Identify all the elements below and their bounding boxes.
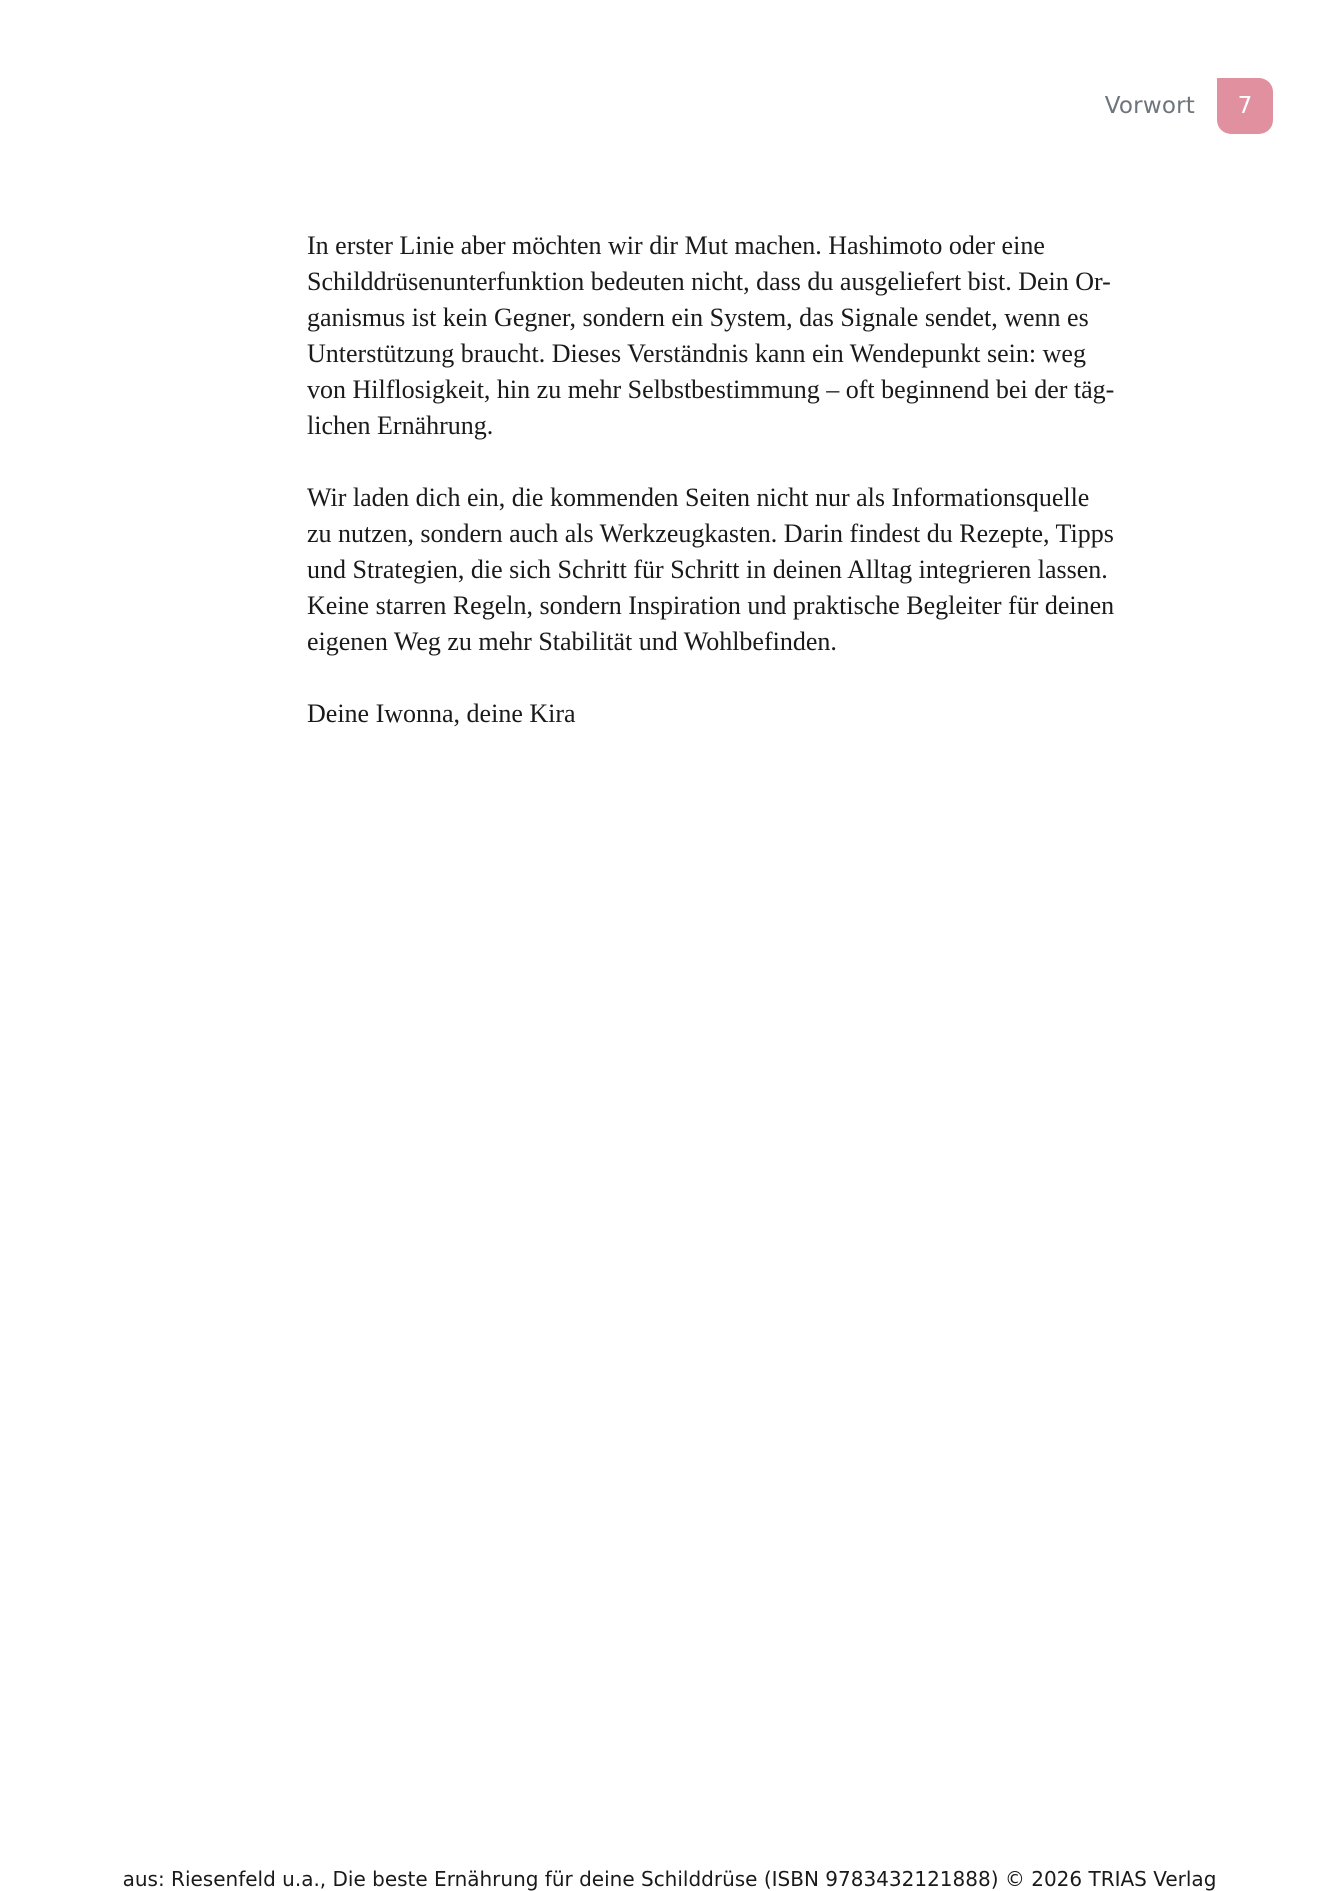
text-line: zu nutzen, sondern auch als Werkzeugkasten. Darin findest du Rezepte, Tipps [307, 519, 1114, 548]
text-line: In erster Linie aber möchten wir dir Mut machen. Hashimoto oder eine [307, 231, 1045, 260]
text-line: Wir laden dich ein, die kommenden Seiten nicht nur als Informationsquelle [307, 483, 1090, 512]
page-number-tab [1217, 78, 1273, 134]
citation-footer: aus: Riesenfeld u.a., Die beste Ernährung für deine Schilddrüse (ISBN 9783432121888) © 2026 TRIAS Verlag [122, 1867, 1217, 1891]
text-line: Schilddrüsenunterfunktion bedeuten nicht, dass du ausgeliefert bist. Dein Or- [307, 267, 1111, 296]
text-line: Unterstützung braucht. Dieses Verständnis kann ein Wendepunkt sein: weg [307, 339, 1086, 368]
paragraph-2 [307, 480, 1195, 660]
body-text [307, 228, 1195, 732]
page-number: 7 [1237, 93, 1253, 119]
signature: Deine Iwonna, deine Kira [307, 699, 576, 728]
running-header [1105, 78, 1273, 134]
section-title: Vorwort [1104, 93, 1195, 119]
text-line: lichen Ernährung. [307, 411, 494, 440]
text-line: von Hilflosigkeit, hin zu mehr Selbstbestimmung – oft beginnend bei der täg- [307, 375, 1115, 404]
text-line: und Strategien, die sich Schritt für Schritt in deinen Alltag integrieren lassen. [307, 555, 1108, 584]
text-line: Keine starren Regeln, sondern Inspiration und praktische Begleiter für deinen [307, 591, 1115, 620]
text-line: ganismus ist kein Gegner, sondern ein System, das Signale sendet, wenn es [307, 303, 1089, 332]
paragraph-1 [307, 228, 1195, 444]
text-line: eigenen Weg zu mehr Stabilität und Wohlbefinden. [307, 627, 837, 656]
